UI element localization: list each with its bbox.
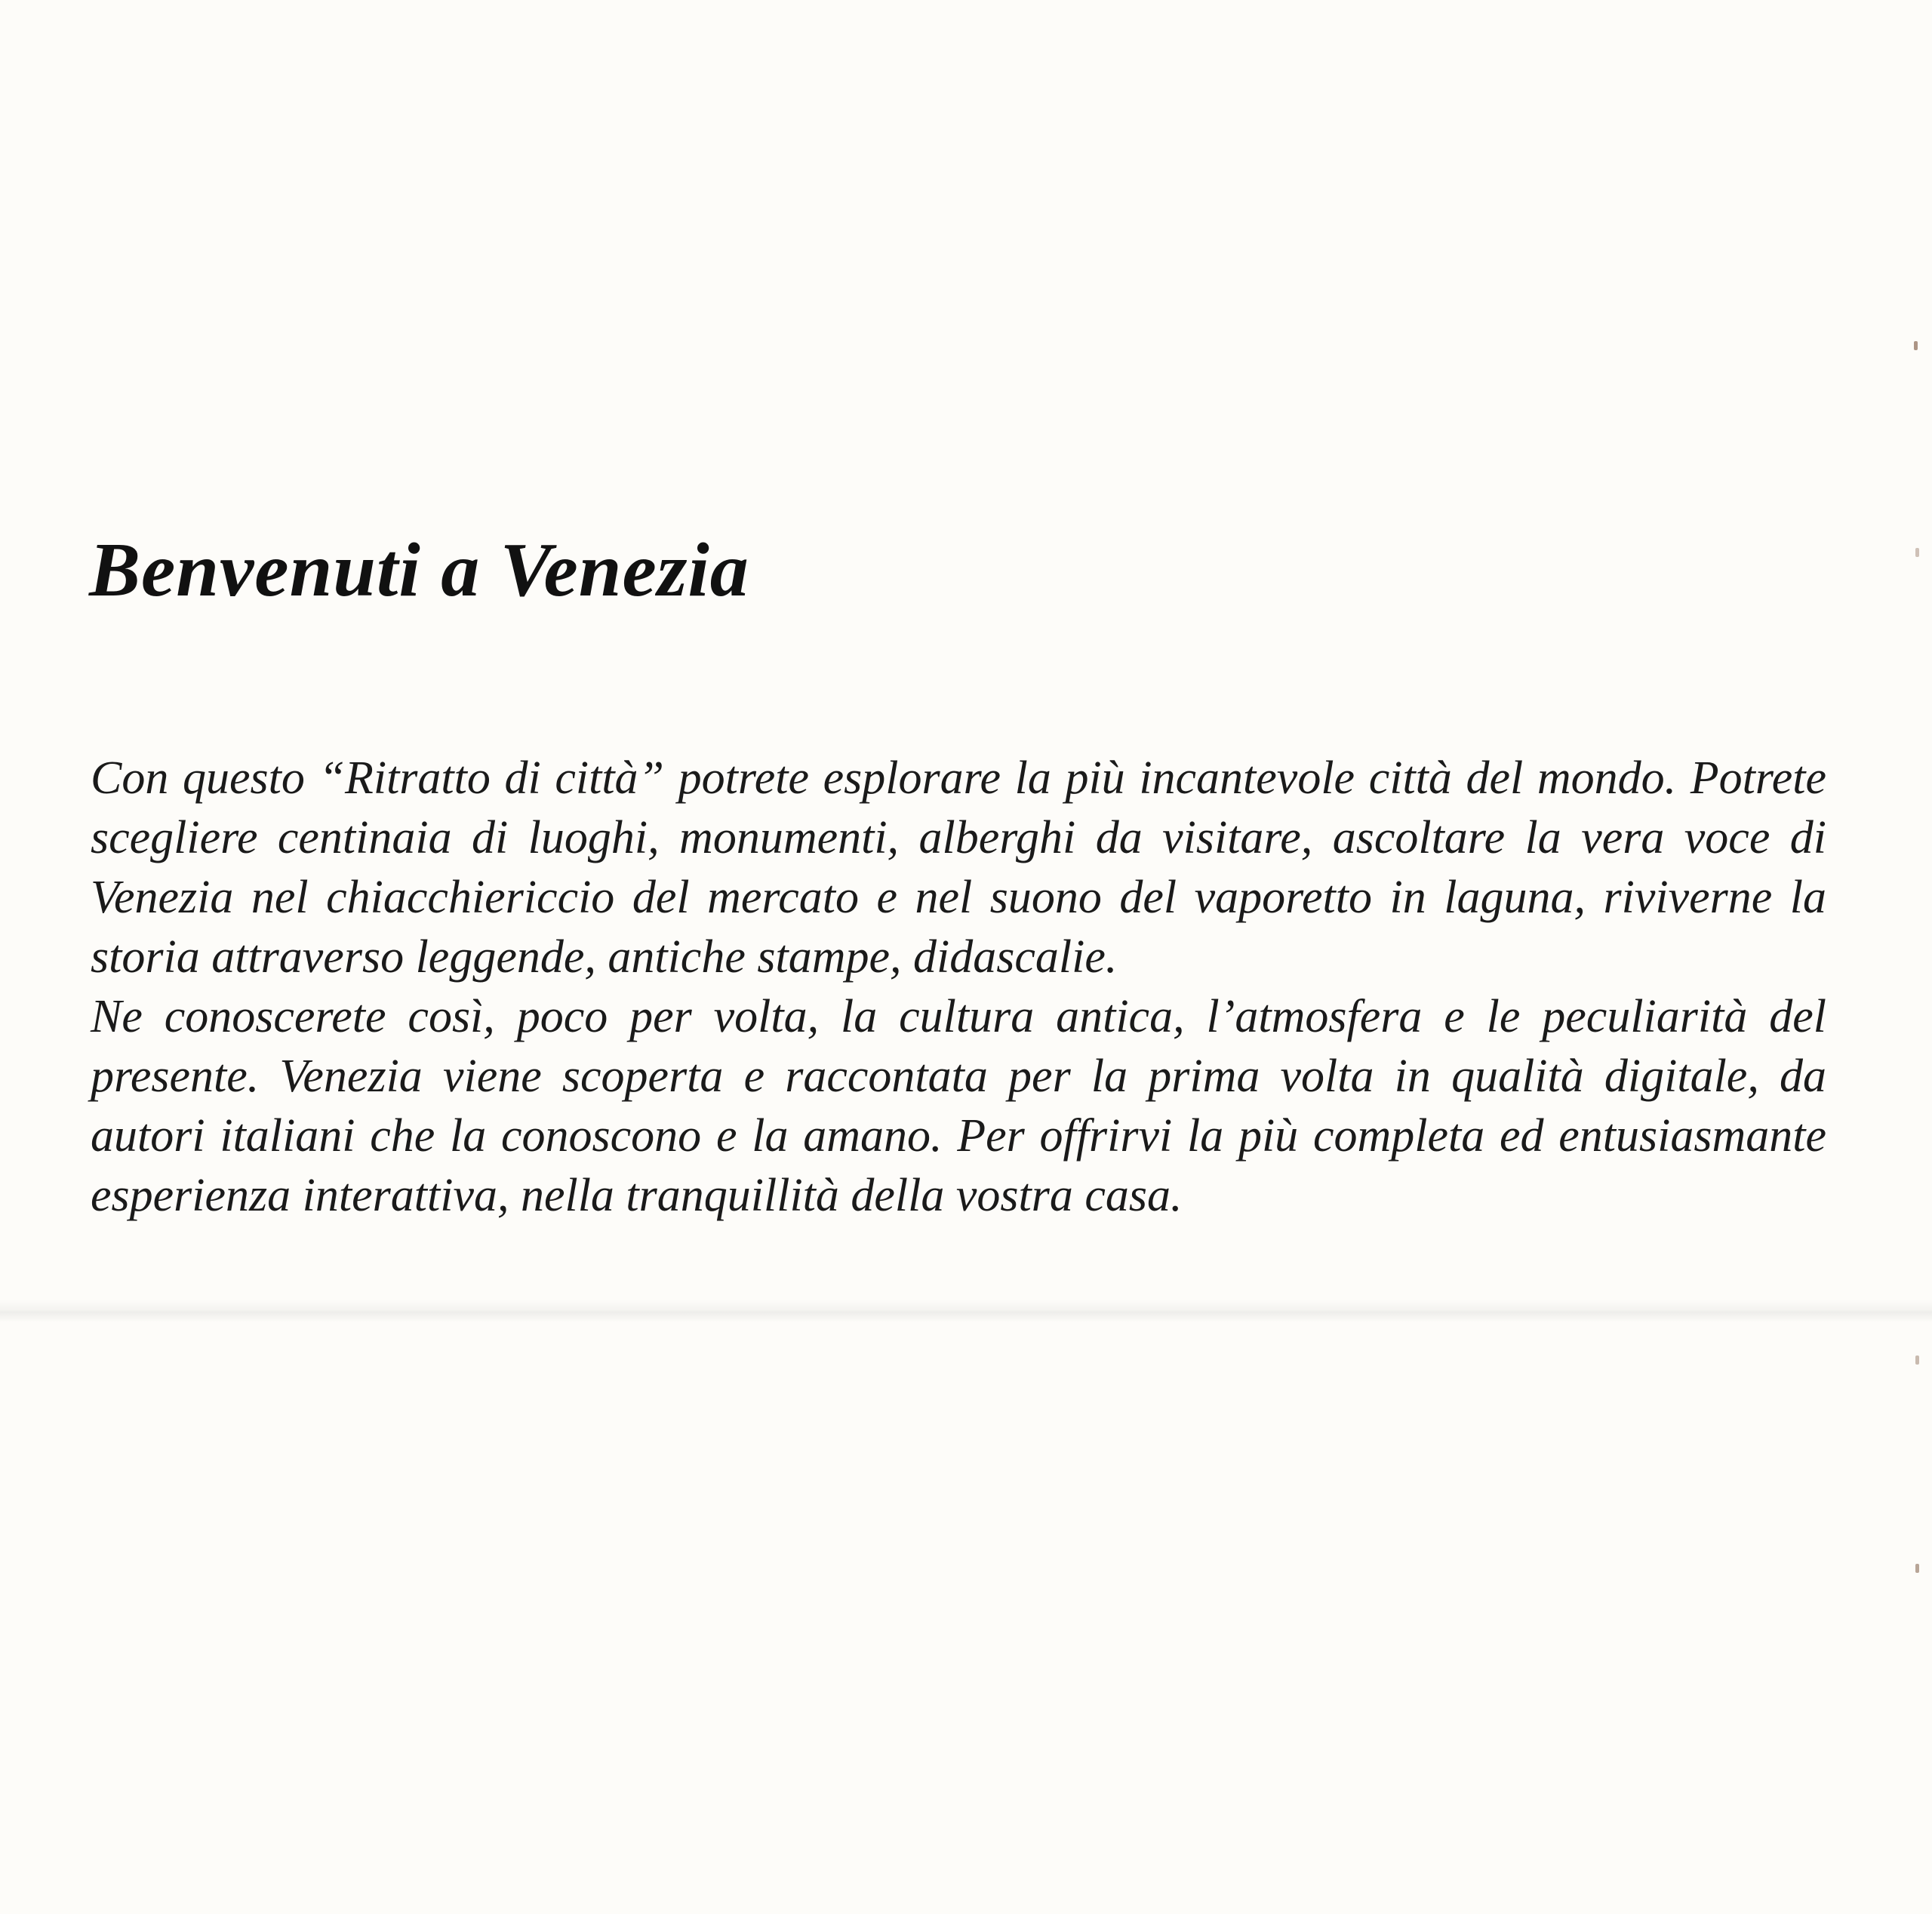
scan-mark bbox=[1915, 1564, 1919, 1573]
scan-mark bbox=[1914, 341, 1918, 350]
page-title: Benvenuti a Venezia bbox=[89, 528, 749, 613]
paragraph-intro: Con questo “Ritratto di città” potrete esplorare la più incantevole città del mondo. Potrete scegliere centinaia di luoghi, monumenti, alberghi da visitare, ascoltare la vera voce di Venezia nel chiacchiericcio del mercato e nel suono del vaporetto in laguna, riviverne la storia attraverso leggende, antiche stampe, didascalie. bbox=[91, 752, 1826, 983]
body-text bbox=[91, 749, 1826, 1226]
page-fold-shadow bbox=[0, 1300, 1932, 1322]
scan-mark bbox=[1915, 548, 1919, 557]
paragraph-culture: Ne conoscerete così, poco per volta, la cultura antica, l’atmosfera e le peculiarità del presente. Venezia viene scoperta e raccontata per la prima volta in qualità digitale, da autori italiani che la conoscono e la amano. Per offrirvi la più completa ed entusiasmante esperienza interattiva, nella tranquillità della vostra casa. bbox=[91, 991, 1826, 1221]
scan-mark bbox=[1915, 1355, 1919, 1365]
